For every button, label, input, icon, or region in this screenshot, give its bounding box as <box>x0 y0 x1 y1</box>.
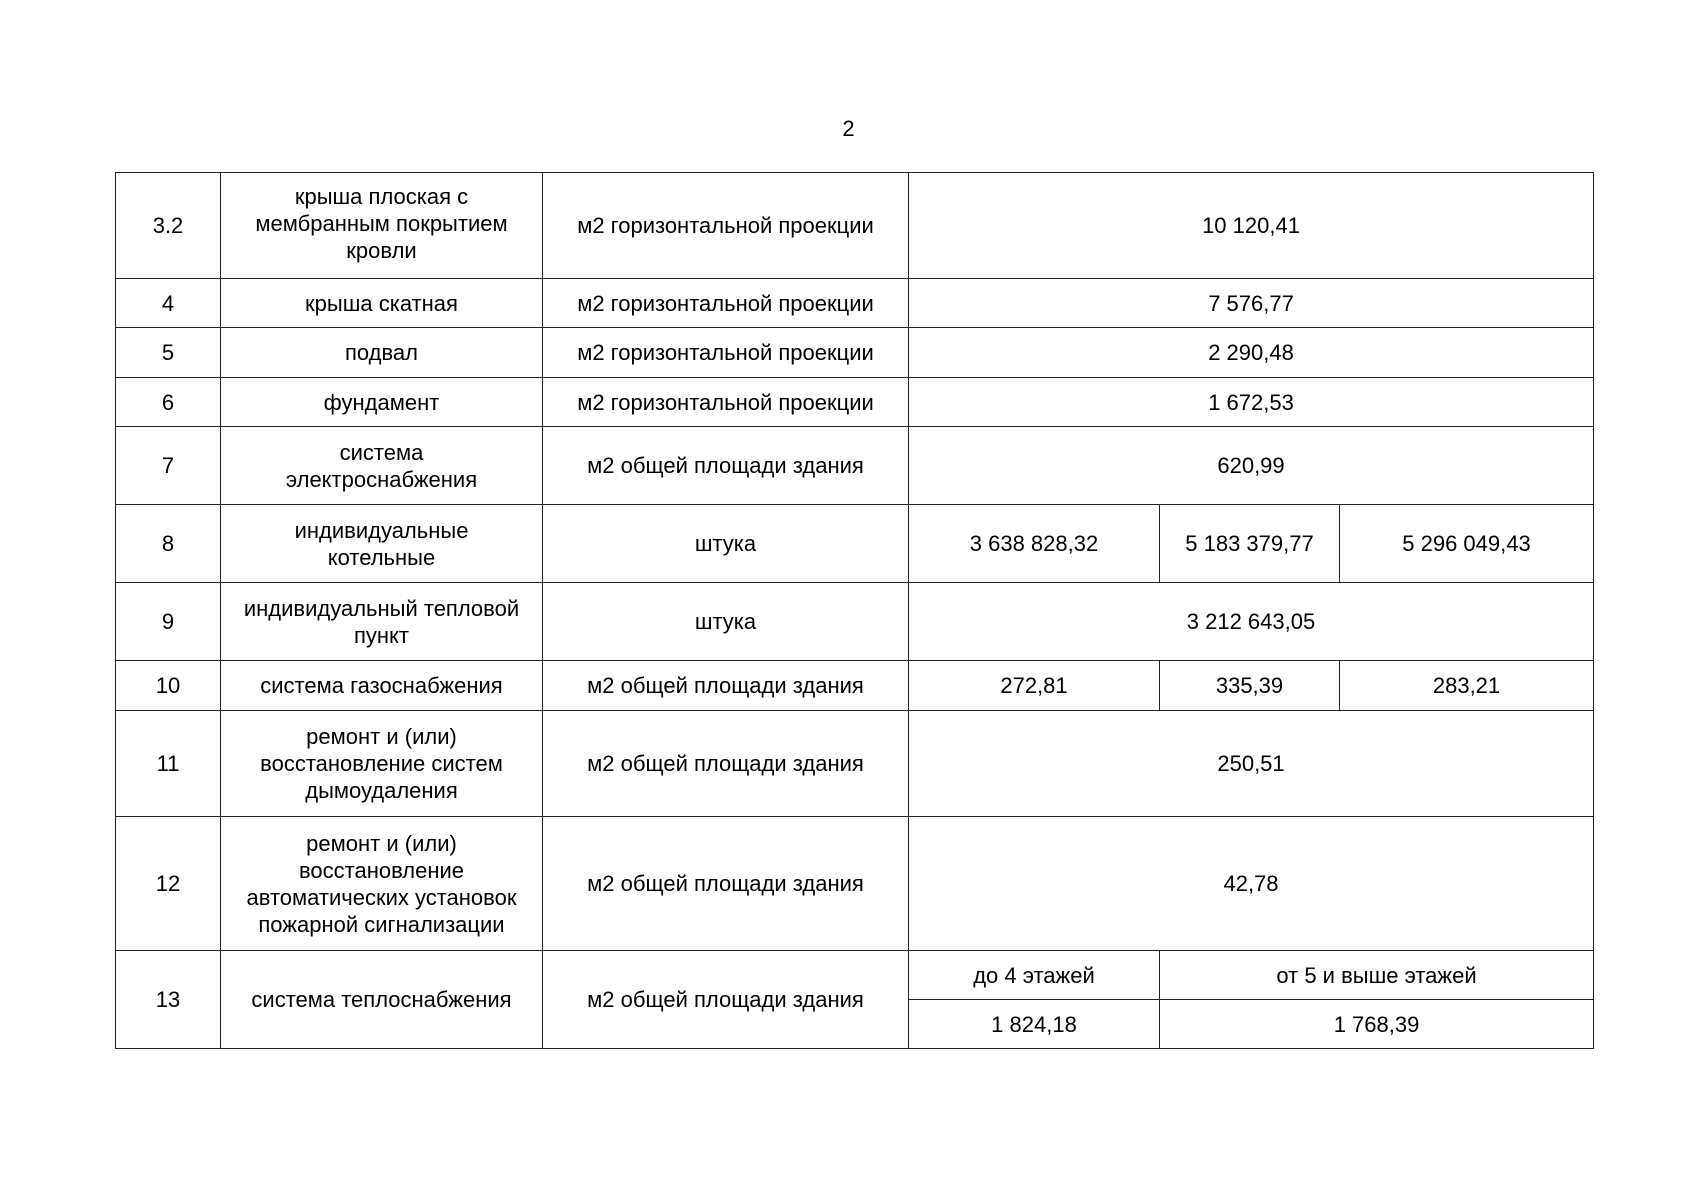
row-value-2: 5 183 379,77 <box>1160 505 1340 583</box>
row-number: 13 <box>116 951 221 1049</box>
table-row <box>116 328 1594 378</box>
row-value: 620,99 <box>909 427 1594 505</box>
row-number: 4 <box>116 279 221 328</box>
row-value-3: 283,21 <box>1340 661 1594 711</box>
row-name: система теплоснабжения <box>221 951 543 1049</box>
row-unit: м2 общей площади здания <box>543 951 909 1049</box>
row-name: подвал <box>221 328 543 378</box>
cost-table <box>115 172 1594 1049</box>
row-value-1: 1 824,18 <box>909 1000 1160 1049</box>
row-number: 3.2 <box>116 173 221 279</box>
page-number: 2 <box>842 116 855 141</box>
row-value-3: 5 296 049,43 <box>1340 505 1594 583</box>
row-name: фундамент <box>221 378 543 427</box>
row-unit: м2 горизонтальной проекции <box>543 173 909 279</box>
row-unit: штука <box>543 505 909 583</box>
table-row <box>116 817 1594 951</box>
row-number: 10 <box>116 661 221 711</box>
row-value: 1 672,53 <box>909 378 1594 427</box>
row-name: крыша плоская с мембранным покрытием кровли <box>221 173 543 279</box>
row-name: индивидуальные котельные <box>221 505 543 583</box>
row-unit: м2 общей площади здания <box>543 661 909 711</box>
row-name: система электроснабжения <box>221 427 543 505</box>
row-unit: м2 горизонтальной проекции <box>543 328 909 378</box>
row-unit: м2 горизонтальной проекции <box>543 279 909 328</box>
row-value-1: 272,81 <box>909 661 1160 711</box>
row-number: 9 <box>116 583 221 661</box>
row-name: ремонт и (или) восстановление автоматических установок пожарной сигнализации <box>221 817 543 951</box>
row-unit: м2 общей площади здания <box>543 711 909 817</box>
row-number: 11 <box>116 711 221 817</box>
row-value: 2 290,48 <box>909 328 1594 378</box>
row-value: 3 212 643,05 <box>909 583 1594 661</box>
row-number: 8 <box>116 505 221 583</box>
subheader-up-to-4-floors: до 4 этажей <box>909 951 1160 1000</box>
row-unit: штука <box>543 583 909 661</box>
table-row <box>116 427 1594 505</box>
row-name: индивидуальный тепловой пункт <box>221 583 543 661</box>
table-row <box>116 661 1594 711</box>
subheader-5-and-above-floors: от 5 и выше этажей <box>1160 951 1594 1000</box>
table-row <box>116 711 1594 817</box>
row-unit: м2 общей площади здания <box>543 817 909 951</box>
row-unit: м2 общей площади здания <box>543 427 909 505</box>
row-value-2: 335,39 <box>1160 661 1340 711</box>
row-number: 5 <box>116 328 221 378</box>
table-row <box>116 378 1594 427</box>
table-row <box>116 583 1594 661</box>
table-row <box>116 951 1594 1000</box>
row-value: 7 576,77 <box>909 279 1594 328</box>
row-number: 6 <box>116 378 221 427</box>
row-number: 7 <box>116 427 221 505</box>
row-value: 250,51 <box>909 711 1594 817</box>
table-row <box>116 279 1594 328</box>
row-value-2: 1 768,39 <box>1160 1000 1594 1049</box>
row-number: 12 <box>116 817 221 951</box>
row-value: 10 120,41 <box>909 173 1594 279</box>
row-name: крыша скатная <box>221 279 543 328</box>
table-row <box>116 173 1594 279</box>
row-value: 42,78 <box>909 817 1594 951</box>
table-row <box>116 505 1594 583</box>
row-unit: м2 горизонтальной проекции <box>543 378 909 427</box>
row-value-1: 3 638 828,32 <box>909 505 1160 583</box>
row-name: ремонт и (или) восстановление систем дымоудаления <box>221 711 543 817</box>
row-name: система газоснабжения <box>221 661 543 711</box>
